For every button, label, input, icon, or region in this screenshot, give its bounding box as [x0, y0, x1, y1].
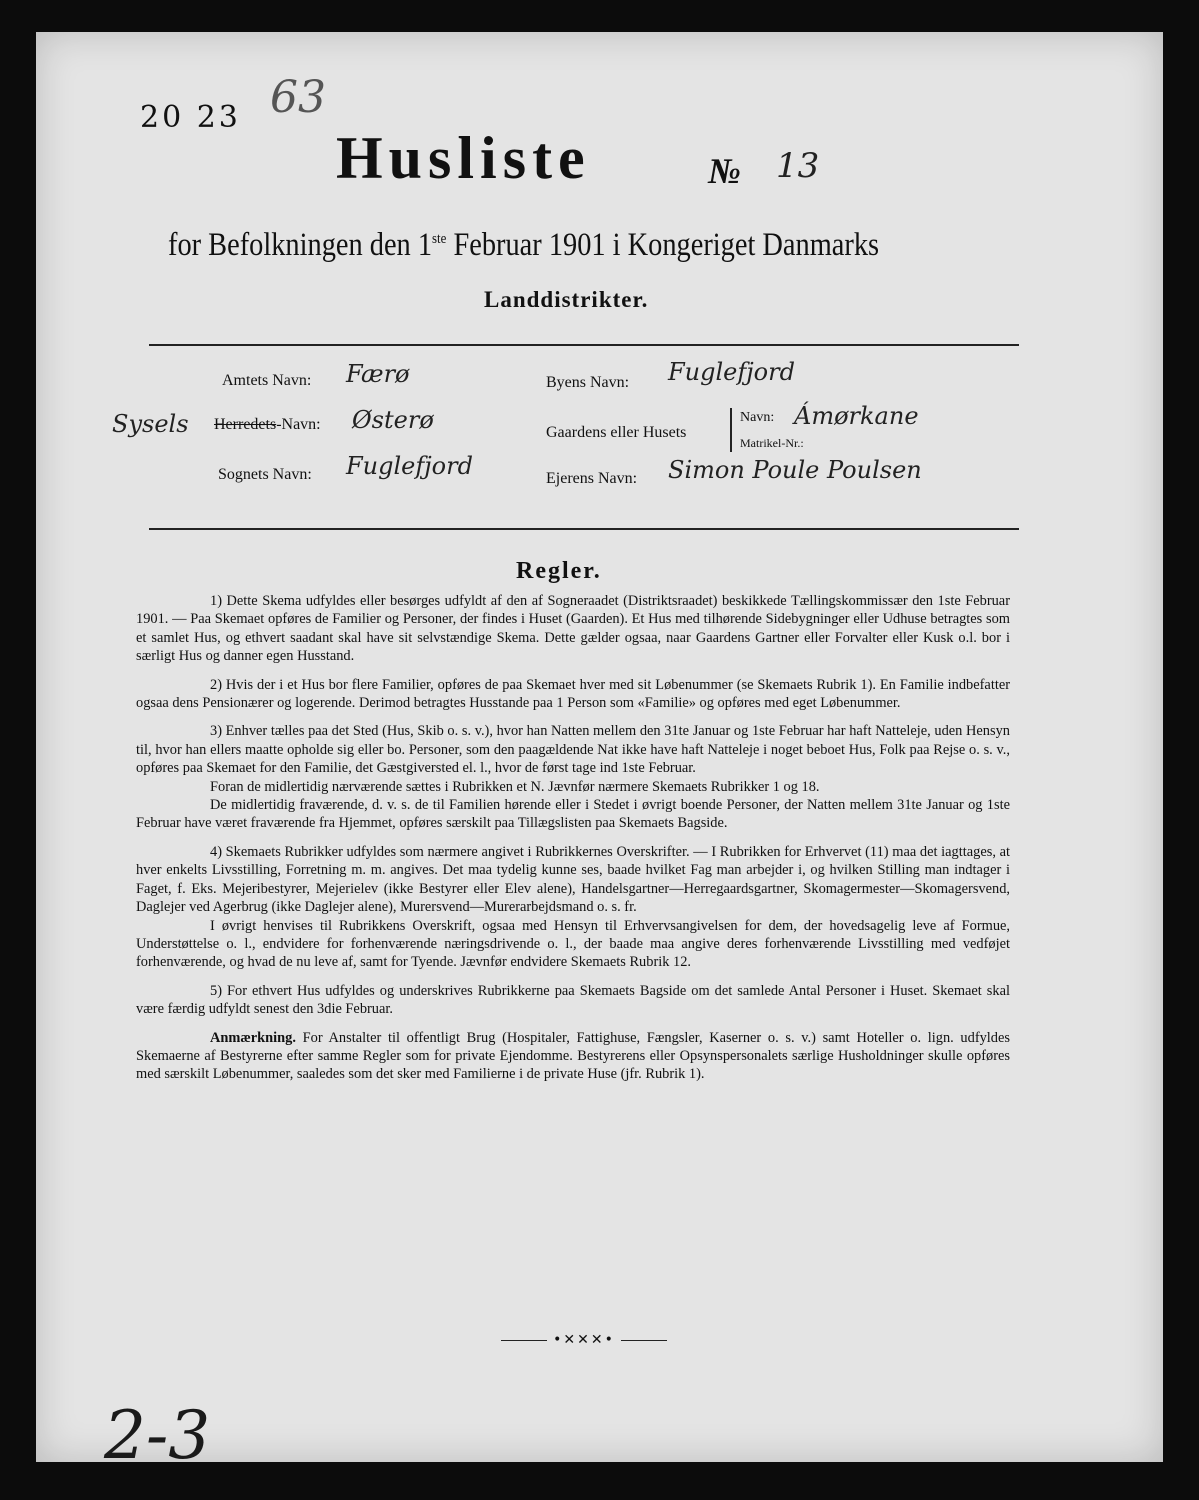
- bottom-divider: [149, 528, 1019, 530]
- rule-2: 2) Hvis der i et Hus bor flere Familier, opføres de paa Skemaet hver med sit Løbenummer (se Skemaets Rubrik 1). En Familie indbefatter ogsaa dens Pensionærer og logerende. Derimod betragtes Husstande paa 1 Person som «Familie» og opføres med eget Løbenummer.: [136, 676, 1010, 712]
- subtitle-superscript: ste: [432, 231, 447, 247]
- form-number-sign: №: [708, 151, 741, 191]
- ornament: [494, 1332, 674, 1348]
- sogn-value: Fuglefjord: [346, 452, 473, 480]
- rule-4: 4) Skemaets Rubrikker udfyldes som nærmere angivet i Rubrikkernes Overskrifter. — I Rubrikken for Erhvervet (11) maa det iagttages, at hver enkelts Livsstilling, Forretning m. m. angives. Det maa tydelig kunne ses, baade hvilket Fag man arbejder i, og hvilken Stilling man indtager i Faget, f. Eks. Mejeribestyrer, Mejerielev (ikke Bestyrer eller Elev alene), Handelsgartner—Herregaardsgartner, Skomagermester—Skomagersvend, Daglejer ved Agerbrug (ikke Daglejer alene), Murersvend—Murerarbejdsmand o. s. fr.: [136, 843, 1010, 916]
- ejer-label: Ejerens Navn:: [546, 470, 638, 487]
- amt-value: Færø: [346, 360, 410, 388]
- herred-label: [214, 416, 321, 434]
- top-divider: [149, 344, 1019, 346]
- ejer-value: Simon Poule Poulsen: [668, 456, 922, 484]
- census-form-sheet: [36, 32, 1163, 1474]
- district-heading: Landdistrikter.: [484, 287, 649, 312]
- herred-margin-note: Sysels: [112, 410, 189, 438]
- form-number-handwritten: 13: [776, 146, 820, 186]
- rule-3c: De midlertidig fraværende, d. v. s. de til Familien hørende eller i Stedet i øvrigt boende Personer, der Natten mellem 31te Januar og 1ste Februar have været fraværende fra Hjemmet, opføres særskilt paa Tillægslisten paa Skemaets Bagside.: [136, 797, 1010, 832]
- ornament-glyphs: •✕✕✕•: [553, 1332, 615, 1348]
- gaard-name-label: Navn:: [740, 410, 775, 425]
- gaard-bracket: [730, 408, 732, 452]
- bottom-handwritten-note: 2-3: [104, 1397, 211, 1474]
- rule-5: 5) For ethvert Hus udfyldes og underskrives Rubrikkerne paa Skemaets Bagside om det samlede Antal Personer i Huset. Skemaet skal være færdig udfyldt senest den 3die Februar.: [136, 982, 1010, 1018]
- rule-1: 1) Dette Skema udfyldes eller besørges udfyldt af den af Sogneraadet (Distriktsraadet) beskikkede Tællingskommissær den 1ste Februar 1901. — Paa Skemaet opføres de Familier og Personer, der findes i Huset (Gaarden). Et Hus med tilhørende Sidebygninger eller Udhuse betragtes som et samlet Hus, og ethvert saadant skal have sit selvstændige Skema. Dette gælder ogsaa, naar Gaardens Gartner eller Forvalter eller Kusk o.l. bor i særligt Hus og danner egen Husstand.: [136, 593, 1010, 665]
- herred-value: Østerø: [352, 406, 434, 434]
- gaard-name-value: Ámørkane: [794, 402, 919, 430]
- rule-3: 3) Enhver tælles paa det Sted (Hus, Skib o. s. v.), hvor han Natten mellem den 31te Januar og 1ste Februar har haft Natteleje, uden Hensyn til, hvor han ellers maatte opholde sig eller bo. Personer, som den paagældende Nat ikke have haft Natteleje i noget beboet Hus, Folk paa Rejse o. s. v., opføres paa Skemaet for den Familie, det Gæstgiversted el. l., hvor de først tage ind 1ste Februar.: [136, 723, 1010, 777]
- amt-label: Amtets Navn:: [222, 372, 312, 389]
- rule-3b: Foran de midlertidig nærværende sættes i Rubrikken et N. Jævnfør nærmere Skemaets Rubrikker 1 og 18.: [210, 778, 820, 795]
- herred-label-text: -Navn:: [276, 416, 321, 433]
- sogn-label: Sognets Navn:: [218, 466, 312, 483]
- form-subtitle: [168, 227, 879, 264]
- form-title: Husliste: [336, 125, 591, 191]
- note-label: Anmærkning.: [210, 1029, 296, 1046]
- by-value: Fuglefjord: [668, 358, 795, 386]
- subtitle-part-2: Februar 1901 i Kongeriget Danmarks: [446, 227, 880, 263]
- matrikel-label: Matrikel-Nr.:: [740, 436, 804, 450]
- note: [136, 1029, 1010, 1084]
- rules-heading: Regler.: [516, 558, 602, 584]
- note-text: For Anstalter til offentligt Brug (Hospitaler, Fattighuse, Fængsler, Kaserner o. s. v.) samt Hoteller o. lign. udfyldes Skemaerne af Bestyrerne efter samme Regler som for private Ejendomme. Bestyrerens eller Opsynspersonalets særlige Husholdninger skulle opføres med særskilt Løbenummer, saaledes som det sker med Familierne i de private Huse (jfr. Rubrik 1).: [136, 1029, 1010, 1083]
- archive-number-handwritten: 63: [270, 72, 326, 123]
- rules-body: [136, 592, 1010, 1094]
- archive-number: 20 23: [140, 100, 241, 135]
- by-label: Byens Navn:: [546, 374, 630, 391]
- gaard-label: Gaardens eller Husets: [546, 424, 687, 441]
- rule-4b: I øvrigt henvises til Rubrikkens Overskrift, ogsaa med Hensyn til Erhvervsangivelsen for dem, der hovedsagelig leve af Formue, Understøttelse o. l., endvidere for forhenværende næringsdrivende o. l., der baade maa angive deres forhenværende Livsstilling med vedføjet forhenværende, og hvad de nu leve af, samt for Tyende. Jævnfør endvidere Skemaets Rubrik 12.: [136, 917, 1010, 971]
- subtitle-part-1: for Befolkningen den 1: [168, 227, 433, 263]
- herred-label-struck: Herredets: [214, 416, 277, 433]
